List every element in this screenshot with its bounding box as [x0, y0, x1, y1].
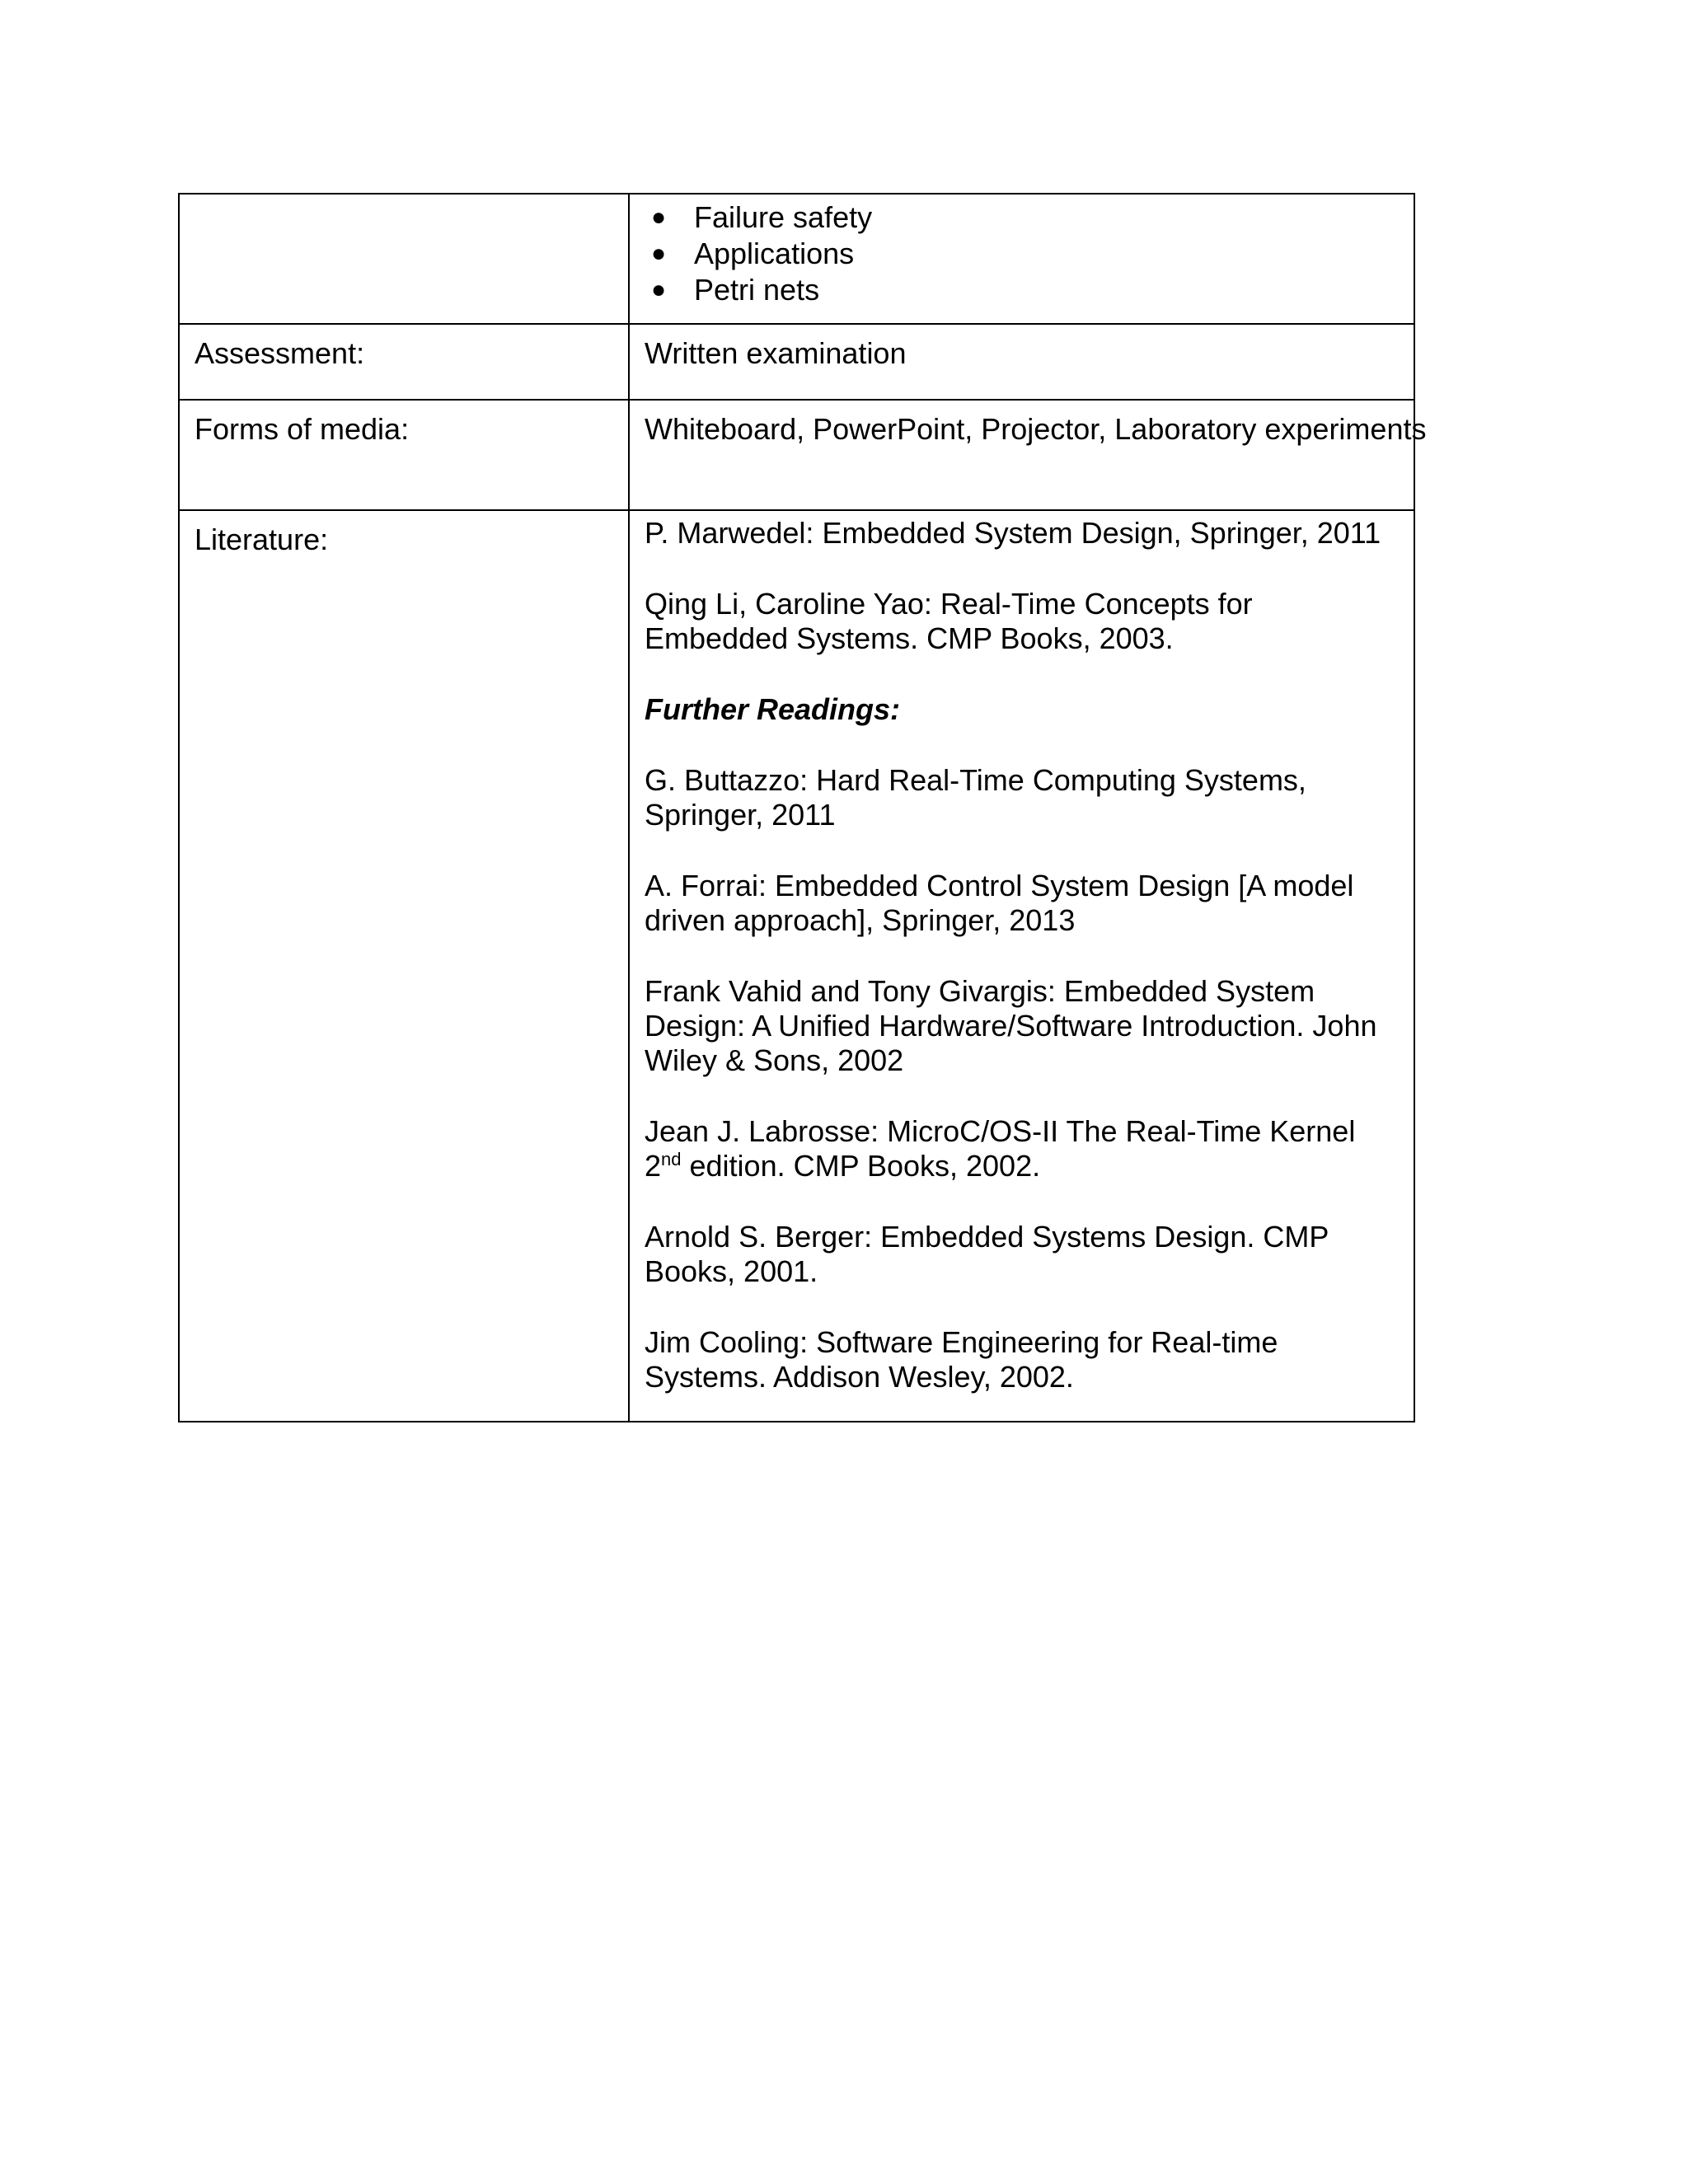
literature-entry: Arnold S. Berger: Embedded Systems Design. CMP Books, 2001.	[645, 1220, 1329, 1288]
media-value: Whiteboard, PowerPoint, Projector, Laboratory experiments	[645, 412, 1427, 446]
media-value-cell	[629, 400, 1427, 510]
labrosse-text: Jean J. Labrosse: MicroC/OS-II The Real-Time Kernel 2	[645, 1114, 1356, 1183]
ordinal-suffix: nd	[661, 1149, 682, 1169]
topic-item	[645, 272, 1399, 308]
bullet-icon: ●	[651, 204, 667, 231]
assessment-label: Assessment:	[179, 324, 629, 400]
topics-row	[179, 194, 1414, 324]
assessment-value: Written examination	[645, 336, 907, 370]
media-label: Forms of media:	[179, 400, 629, 510]
literature-entry: Frank Vahid and Tony Givargis: Embedded System Design: A Unified Hardware/Software Introduction. John Wiley & Sons, 2002	[645, 974, 1377, 1077]
topic-text: Petri nets	[694, 273, 820, 307]
topic-text: Applications	[694, 237, 855, 270]
topic-list	[645, 199, 1399, 308]
literature-entry: P. Marwedel: Embedded System Design, Springer, 2011	[645, 516, 1381, 550]
literature-entry-labrosse	[645, 1114, 1399, 1183]
literature-entry: Jim Cooling: Software Engineering for Real-time Systems. Addison Wesley, 2002.	[645, 1325, 1278, 1394]
literature-entry: Qing Li, Caroline Yao: Real-Time Concepts for Embedded Systems. CMP Books, 2003.	[645, 587, 1253, 655]
further-readings-heading: Further Readings:	[645, 692, 901, 726]
assessment-value-cell	[629, 324, 1414, 400]
assessment-row	[179, 324, 1414, 400]
literature-row	[179, 510, 1414, 1422]
literature-value-cell	[629, 510, 1414, 1422]
labrosse-text-tail: edition. CMP Books, 2002.	[681, 1149, 1041, 1183]
literature-label: Literature:	[179, 510, 629, 1422]
module-description-table	[178, 193, 1427, 1422]
topics-value-cell	[629, 194, 1414, 324]
topic-item	[645, 199, 1399, 236]
topic-text: Failure safety	[694, 200, 873, 234]
literature-entry: A. Forrai: Embedded Control System Design [A model driven approach], Springer, 2013	[645, 869, 1354, 937]
topic-item	[645, 236, 1399, 272]
bullet-icon: ●	[651, 276, 667, 303]
media-row	[179, 400, 1414, 510]
topics-label-cell	[179, 194, 629, 324]
bullet-icon: ●	[651, 240, 667, 267]
literature-entry: G. Buttazzo: Hard Real-Time Computing Systems, Springer, 2011	[645, 763, 1306, 832]
